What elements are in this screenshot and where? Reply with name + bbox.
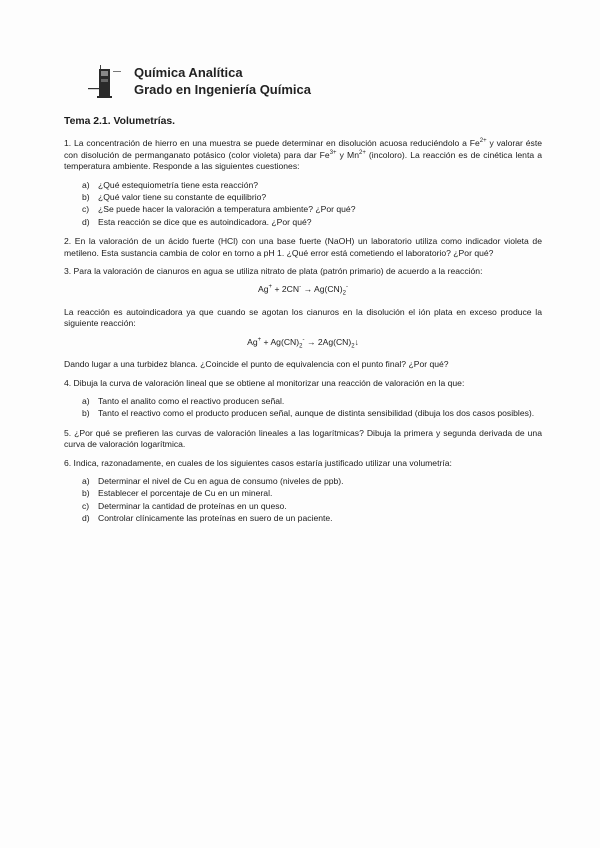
- document-header: [86, 62, 526, 106]
- list-item: d) Controlar clínicamente las proteínas en suero de un paciente.: [82, 513, 333, 524]
- reaction-equation-1: $Ag^+ + 2CN^- \to Ag(CN)_2^-$: [258, 284, 348, 298]
- question-2: 2. En la valoración de un ácido fuerte (HCl) con una base fuerte (NaOH) un laboratorio utiliza como indicador violeta de metileno. Esta sustancia cambia de color en torno a pH 1. ¿Qué error está cometiendo el laboratorio? ¿Por qué?: [64, 236, 542, 258]
- question-3-middle: La reacción es autoindicadora ya que cuando se agotan los cianuros en la disolución el ión plata en exceso produce la siguiente reacción:: [64, 306, 542, 329]
- question-5: 5. ¿Por qué se prefieren las curvas de valoración lineales a las logarítmicas? Dibuja la primera y segunda derivada de una curva de valoración logarítmica.: [64, 427, 542, 450]
- list-item: a) Determinar el nivel de Cu en agua de consumo (niveles de ppb).: [82, 475, 344, 486]
- topic-heading: Tema 2.1. Volumetrías.: [64, 116, 176, 127]
- question-1: 1. La concentración de hierro en una muestra se puede determinar en disolución acuosa reduciéndolo a $Fe^{2+}$ y valorar éste con disolución de permanganato potásico (color violeta) para dar $Fe^{3+}$ y $Mn^{2+}$ (incoloro). La reacción es de cinética lenta a temperatura ambiente. Responde a las siguientes cuestiones:: [64, 138, 542, 172]
- degree-title: Grado en Ingeniería Química: [134, 82, 311, 97]
- list-item: a) Tanto el analito como el reactivo producen señal.: [82, 395, 285, 406]
- course-title: Química Analítica: [134, 65, 243, 80]
- question-6: 6. Indica, razonadamente, en cuales de los siguientes casos estaría justificado utilizar una volumetría:: [64, 457, 452, 468]
- reaction-equation-2: $Ag^+ + Ag(CN)_2^-$ → $2Ag(CN)_2↓$: [247, 336, 359, 350]
- question-1-items: [82, 180, 542, 229]
- document-body: [64, 110, 542, 533]
- list-item: b) Tanto el reactivo como el producto producen señal, aunque de distinta sensibilidad (dibuja los dos casos posibles).: [82, 408, 535, 419]
- university-logo-icon: [86, 62, 128, 104]
- list-item: c) ¿Se puede hacer la valoración a temperatura ambiente? ¿Por qué?: [82, 204, 356, 215]
- question-3-end: Dando lugar a una turbidez blanca. ¿Coincide el punto de equivalencia con el punto final? ¿Por qué?: [64, 359, 449, 370]
- question-3-intro: 3. Para la valoración de cianuros en agua se utiliza nitrato de plata (patrón primario) de acuerdo a la reacción:: [64, 266, 483, 277]
- question-4: 4. Dibuja la curva de valoración lineal que se obtiene al monitorizar una reacción de valoración en la que:: [64, 377, 465, 388]
- list-item: c) Determinar la cantidad de proteínas en un queso.: [82, 500, 287, 511]
- question-6-items: [82, 476, 542, 525]
- list-item: b) ¿Qué valor tiene su constante de equilibrio?: [82, 192, 267, 203]
- question-4-items: [82, 396, 542, 420]
- header-text: [134, 64, 311, 98]
- list-item: d) Esta reacción se dice que es autoindicadora. ¿Por qué?: [82, 216, 312, 227]
- list-item: a) ¿Qué estequiometría tiene esta reacción?: [82, 179, 259, 190]
- list-item: b) Establecer el porcentaje de Cu en un mineral.: [82, 488, 273, 499]
